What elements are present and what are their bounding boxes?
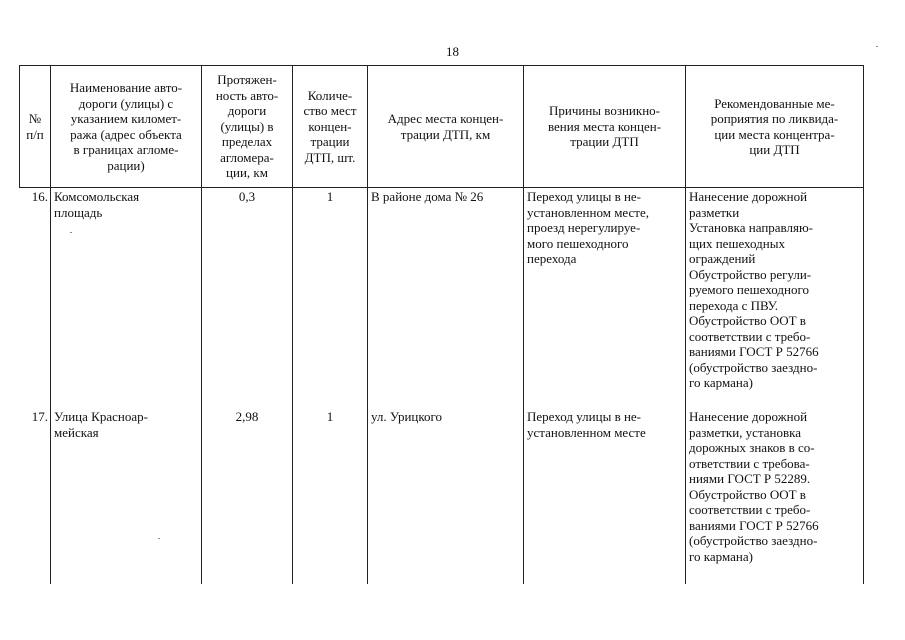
road-name	[51, 188, 202, 410]
text-line: Обустройство ООТ в	[689, 486, 806, 502]
text-line: Комсомольская	[54, 189, 140, 204]
table-row	[20, 188, 864, 410]
place-count: 1	[293, 188, 368, 410]
header-cell-address	[368, 66, 524, 188]
text-line: в границах агломе-	[73, 142, 179, 157]
text-line: установленном месте	[527, 424, 646, 440]
text-line: мого пешеходного	[527, 235, 629, 251]
table-row	[20, 409, 864, 584]
text-line: разметки, установка	[689, 424, 802, 440]
text-line: мейская	[54, 424, 99, 440]
text-line: Количе-	[307, 87, 353, 103]
header-cell-measures	[686, 66, 864, 188]
place-count: 1	[293, 409, 368, 584]
text-line: Рекомендованные ме-	[714, 95, 835, 111]
text-line: п/п	[26, 126, 44, 142]
text-line: дороги (улицы) с	[78, 95, 174, 111]
causes	[524, 409, 686, 584]
header-cell-number	[20, 66, 51, 188]
text-line: ваниями ГОСТ Р 52766	[689, 344, 819, 359]
text-line: Нанесение дорожной	[689, 189, 808, 204]
text-line: трации ДТП, км	[400, 126, 491, 142]
text-line: ваниями ГОСТ Р 52766	[689, 517, 819, 533]
row-number: 16.	[20, 188, 51, 410]
header-cell-causes	[524, 66, 686, 188]
text-line: соответствии с требо-	[689, 502, 811, 517]
table-header-row	[20, 66, 864, 188]
text-line: (обустройство заездно-	[689, 533, 818, 548]
text-line: щих пешеходных	[689, 235, 785, 251]
measures	[686, 188, 864, 410]
text-line: роприятия по ликвида-	[710, 111, 839, 126]
text-line: (улицы) в	[220, 118, 274, 134]
header-cell-length	[202, 66, 293, 188]
page-number: 18	[446, 44, 459, 59]
text-line: указанием километ-	[70, 111, 182, 126]
text-line: ность авто-	[215, 87, 279, 103]
road-length: 0,3	[202, 188, 293, 410]
scan-speck	[158, 538, 160, 539]
place-address	[368, 188, 524, 410]
text-line: соответствии с требо-	[689, 328, 811, 344]
measures	[686, 409, 864, 584]
place-address	[368, 409, 524, 584]
road-length: 2,98	[202, 409, 293, 584]
text-line: Улица Красноар-	[54, 409, 148, 424]
text-line: Переход улицы в не-	[527, 189, 642, 204]
text-line: площадь	[54, 204, 103, 220]
text-line: Переход улицы в не-	[527, 409, 642, 424]
text-line: проезд нерегулируе-	[527, 220, 641, 235]
text-line: агломера-	[220, 149, 274, 165]
text-line: ул. Урицкого	[371, 409, 443, 424]
text-line: ции места концентра-	[714, 126, 835, 142]
text-line: ство мест	[303, 103, 357, 119]
text-line: ответствии с требова-	[689, 455, 810, 471]
text-line: ции ДТП	[749, 142, 800, 157]
text-line: руемого пешеходного	[689, 282, 809, 297]
text-line: Причины возникно-	[549, 103, 660, 119]
text-line: Обустройство ООТ в	[689, 313, 806, 328]
text-line: ции, км	[226, 165, 268, 181]
road-name	[51, 409, 202, 584]
text-line: перехода с ПВУ.	[689, 297, 778, 313]
header-cell-count	[293, 66, 368, 188]
text-line: разметки	[689, 204, 740, 220]
text-line: (обустройство заездно-	[689, 359, 818, 375]
text-line: перехода	[527, 251, 577, 266]
text-line: пределах	[221, 134, 273, 150]
text-line: го кармана)	[689, 375, 753, 390]
text-line: дороги	[227, 103, 267, 119]
text-line: Обустройство регули-	[689, 266, 812, 282]
text-line: трации ДТП	[570, 134, 639, 150]
dtp-concentration-table	[19, 65, 864, 584]
text-line: №	[28, 111, 42, 126]
text-line: Протяжен-	[217, 72, 277, 88]
text-line: концен-	[308, 118, 352, 134]
text-line: Наименование авто-	[69, 80, 183, 95]
scan-speck	[70, 232, 72, 233]
text-line: ража (адрес объекта	[70, 126, 182, 142]
header-cell-road-name	[51, 66, 202, 188]
scan-speck	[876, 46, 878, 47]
text-line: ДТП, шт.	[304, 149, 356, 165]
causes	[524, 188, 686, 410]
text-line: установленном месте,	[527, 204, 649, 220]
text-line: дорожных знаков в со-	[689, 440, 815, 455]
text-line: го кармана)	[689, 548, 753, 564]
text-line: рации)	[107, 157, 145, 173]
text-line: Адрес места концен-	[387, 111, 504, 126]
text-line: ограждений	[689, 251, 756, 266]
text-line: вения места концен-	[547, 118, 662, 134]
text-line: Нанесение дорожной	[689, 409, 808, 424]
text-line: ниями ГОСТ Р 52289.	[689, 471, 811, 486]
row-number: 17.	[20, 409, 51, 584]
text-line: трации	[310, 134, 350, 150]
text-line: В районе дома № 26	[371, 189, 484, 204]
text-line: Установка направляю-	[689, 220, 814, 235]
